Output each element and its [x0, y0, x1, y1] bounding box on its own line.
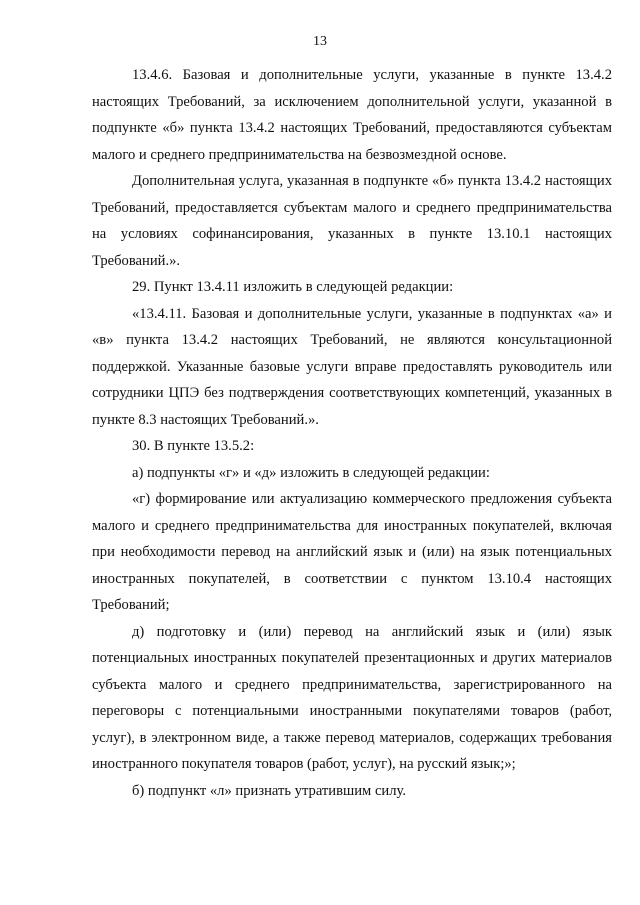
paragraph-13-4-11: «13.4.11. Базовая и дополнительные услуги, указанные в подпунктах «а» и «в» пункта 13.4.2 настоящих Требований, не являются консультационной поддержкой. Указанные базовые услуги вправе предоставлять руководитель или сотрудники ЦПЭ без подтверждения соответствующих компетенций, указанных в пункте 8.3 настоящих Требований.». — [92, 305, 612, 428]
page-number: 13 — [313, 34, 327, 49]
paragraph-additional-service: Дополнительная услуга, указанная в подпункте «б» пункта 13.4.2 настоящих Требований, предоставляется субъектам малого и среднего предпринимательства на условиях софинансирования, указанных в пункте 13.10.1 настоящих Требований.». — [92, 173, 612, 269]
paragraph-subitem-b: б) подпункт «л» признать утратившим силу. — [132, 782, 406, 799]
paragraph-subitem-a: а) подпункты «г» и «д» изложить в следующей редакции: — [132, 464, 490, 481]
paragraph-13-4-6: 13.4.6. Базовая и дополнительные услуги, указанные в пункте 13.4.2 настоящих Требований, за исключением дополнительной услуги, указанной в подпункте «б» пункта 13.4.2 настоящих Требований, предоставляются субъектам малого и среднего предпринимательства на безвозмездной основе. — [92, 67, 612, 163]
paragraph-item-29: 29. Пункт 13.4.11 изложить в следующей редакции: — [132, 279, 454, 295]
document-body — [92, 62, 612, 804]
paragraph-subitem-g: «г) формирование или актуализацию коммерческого предложения субъекта малого и среднего предпринимательства для иностранных покупателей, включая при необходимости перевод на английский язык и (или) на язык потенциальных иностранных покупателей, в соответствии с пунктом 13.10.4 настоящих Требований; — [92, 491, 612, 613]
paragraph-item-30: 30. В пункте 13.5.2: — [132, 438, 255, 454]
paragraph-subitem-d: д) подготовку и (или) перевод на английский язык и (или) язык потенциальных иностранных покупателей презентационных и других материалов субъекта малого и среднего предпринимательства, зарегистрированного на переговоры с потенциальными иностранными покупателями товаров (работ, услуг), в электронном виде, а также перевод материалов, содержащих требования иностранного покупателя товаров (работ, услуг), на русский язык;»; — [92, 623, 612, 772]
